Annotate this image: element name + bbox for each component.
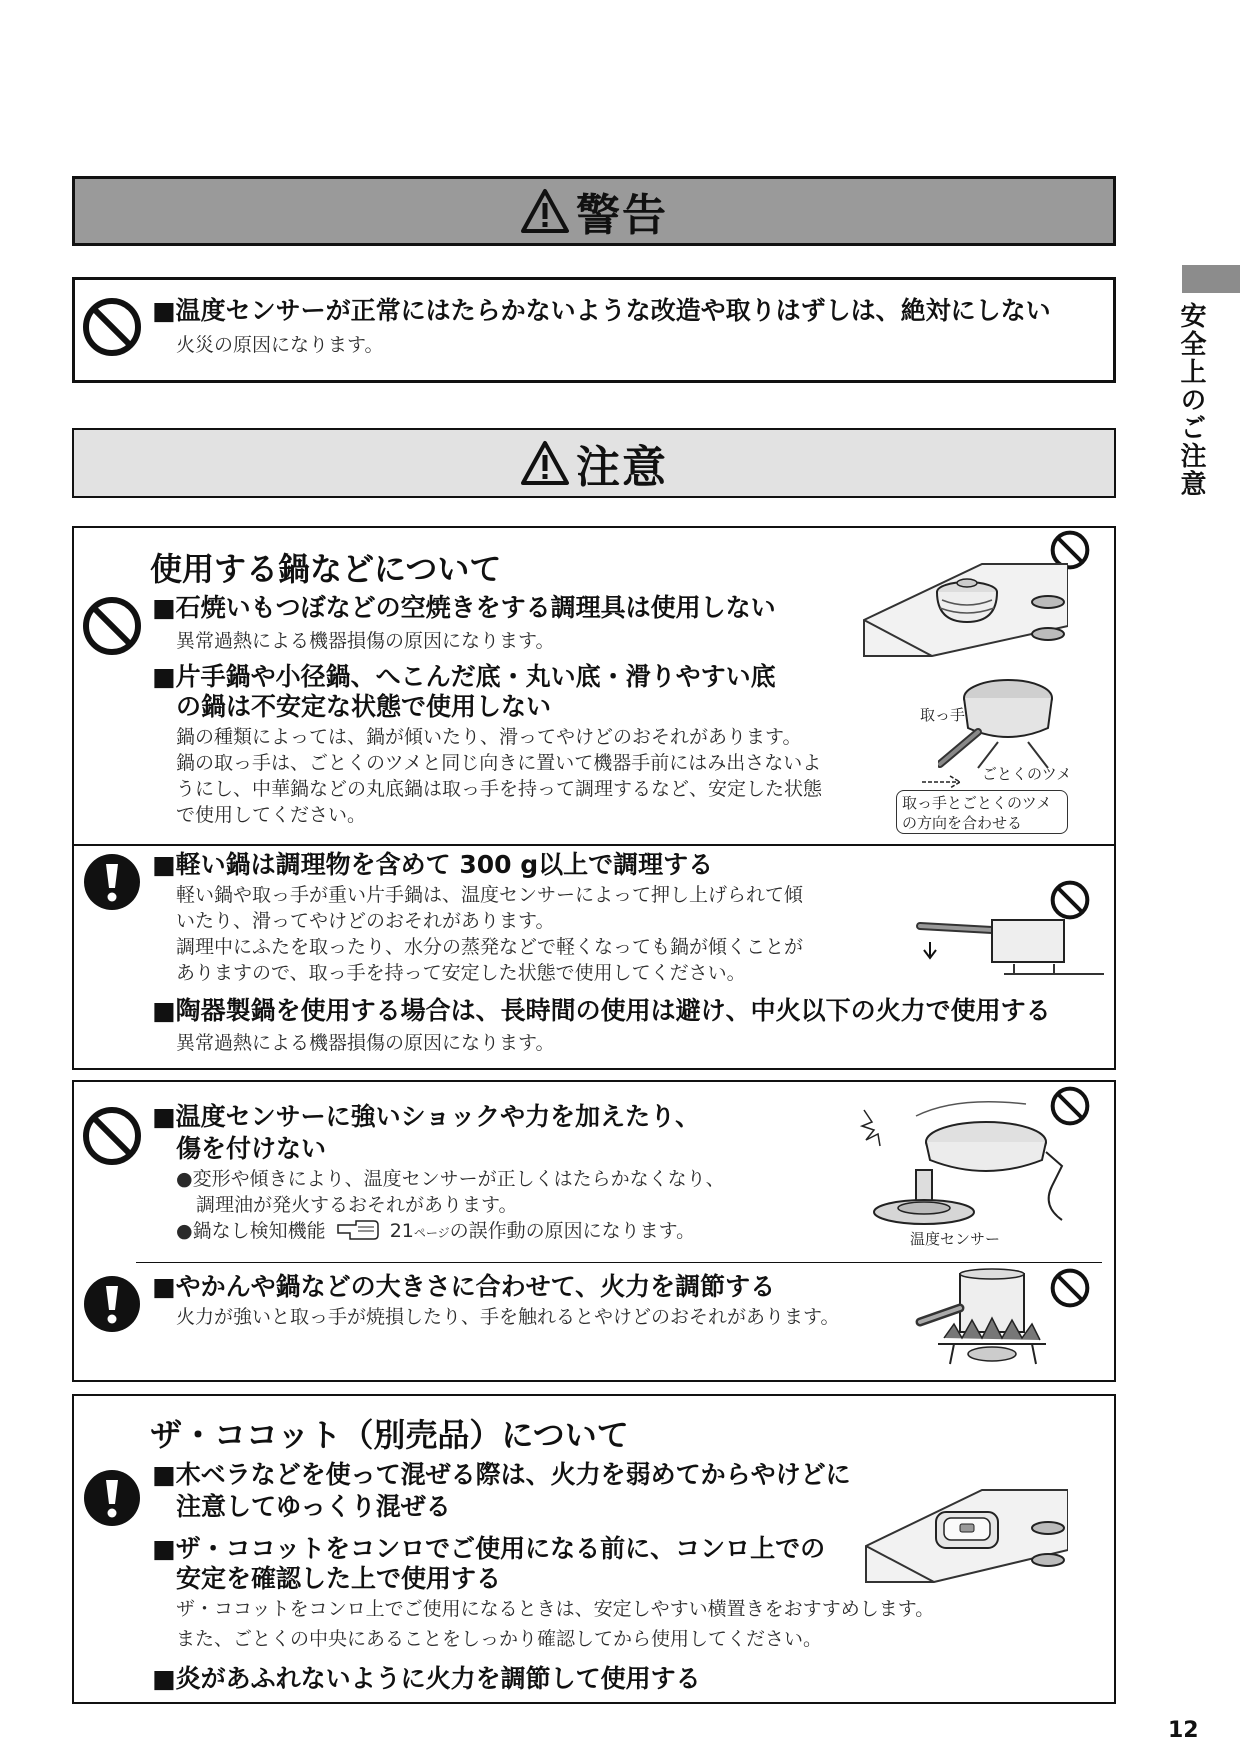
item-text: 鍋の種類によっては、鍋が傾いたり、滑ってやけどのおそれがあります。 [176, 726, 802, 748]
bullet-text [176, 1218, 695, 1247]
pan-hitting-sensor-illustration [856, 1096, 1066, 1236]
prohibition-icon [82, 596, 142, 656]
figure-label: 温度センサー [910, 1230, 1001, 1248]
item-text: ありますので、取っ手を持って安定した状態で使用してください。 [176, 962, 746, 984]
warning-item-text: 火災の原因になります。 [176, 334, 384, 356]
section-title: ザ・ココット（別売品）について [150, 1416, 629, 1454]
item-text: 軽い鍋や取っ手が重い片手鍋は、温度センサーによって押し上げられて傾 [176, 884, 804, 906]
warning-triangle-icon [520, 188, 570, 234]
warning-item-heading: ■温度センサーが正常にはたらかないような改造や取りはずしは、絶対にしない [152, 296, 1051, 325]
side-tab-label: 安全上のご注意 [1176, 302, 1206, 498]
stove-cocotte-illustration [864, 1484, 1068, 1588]
bullet-text: 調理油が発火するおそれがあります。 [196, 1194, 518, 1216]
page-number: 12 [1168, 1718, 1199, 1743]
mandatory-action-icon [82, 1274, 142, 1334]
prohibition-icon [82, 297, 142, 357]
side-tab-marker [1182, 265, 1240, 293]
page-unit: ページ [413, 1226, 450, 1240]
direction-arrows-icon [920, 770, 990, 790]
item-heading: ■やかんや鍋などの大きさに合わせて、火力を調節する [152, 1272, 776, 1301]
figure-note-text: の方向を合わせる [902, 814, 1023, 832]
caution-triangle-icon [520, 440, 570, 486]
item-text: うにし、中華鍋などの丸底鍋は取っ手を持って調理するなど、安定した状態 [176, 778, 823, 800]
stove-stone-pot-illustration [862, 556, 1068, 664]
item-text: 鍋の取っ手は、ごとくのツメと同じ向きに置いて機器手前にはみ出さないよ [176, 752, 822, 774]
item-text: ザ・ココットをコンロ上でご使用になるときは、安定しやすい横置きをおすすめします。 [176, 1598, 935, 1620]
mandatory-action-icon [82, 852, 142, 912]
prohibition-icon [1050, 1268, 1090, 1308]
mandatory-action-icon [82, 1468, 142, 1528]
caution-banner-label: 注意 [576, 442, 668, 493]
item-heading: 安定を確認した上で使用する [176, 1564, 502, 1593]
prohibition-icon [1050, 880, 1090, 920]
section-title: 使用する鍋などについて [150, 550, 502, 588]
item-text: いたり、滑ってやけどのおそれがあります。 [176, 910, 555, 932]
item-heading: ■木ベラなどを使って混ぜる際は、火力を弱めてからやけどに [152, 1460, 851, 1489]
item-heading: ■軽い鍋は調理物を含めて 300 g以上で調理する [152, 850, 714, 879]
warning-item-box [72, 277, 1116, 383]
figure-label: 取っ手 [920, 706, 966, 724]
item-heading: ■炎があふれないように火力を調節して使用する [152, 1664, 701, 1693]
item-heading: ■石焼いもつぼなどの空焼きをする調理具は使用しない [152, 593, 776, 622]
pot-flames-illustration [914, 1268, 1050, 1372]
bullet-suffix: の誤作動の原因になります。 [449, 1220, 696, 1242]
item-heading: 傷を付けない [176, 1134, 327, 1163]
item-heading: の鍋は不安定な状態で使用しない [176, 692, 552, 721]
warning-banner [72, 176, 1116, 246]
item-heading: ■片手鍋や小径鍋、へこんだ底・丸い底・滑りやすい底 [152, 662, 776, 691]
item-text: で使用してください。 [176, 804, 367, 826]
item-heading: 注意してゆっくり混ぜる [176, 1492, 451, 1521]
item-heading: ■ザ・ココットをコンロでご使用になる前に、コンロ上での [152, 1534, 826, 1563]
bullet-text: ●変形や傾きにより、温度センサーが正しくはたらかなくなり、 [176, 1168, 725, 1190]
bullet-prefix: ●鍋なし検知機能 [176, 1220, 326, 1242]
item-text: また、ごとくの中央にあることをしっかり確認してから使用してください。 [176, 1628, 823, 1650]
item-heading: ■温度センサーに強いショックや力を加えたり、 [152, 1102, 701, 1131]
item-text: 異常過熱による機器損傷の原因になります。 [176, 1032, 555, 1054]
item-text: 火力が強いと取っ手が焼損したり、手を触れるとやけどのおそれがあります。 [176, 1306, 840, 1328]
tilting-pan-illustration [914, 916, 1104, 986]
section-divider [136, 1262, 1102, 1263]
pointing-hand-icon [336, 1219, 380, 1241]
item-heading: ■陶器製鍋を使用する場合は、長時間の使用は避け、中火以下の火力で使用する [152, 996, 1051, 1025]
page-reference[interactable]: 21 [389, 1220, 414, 1242]
caution-banner [72, 428, 1116, 498]
prohibition-icon [82, 1106, 142, 1166]
section-divider [72, 844, 1116, 846]
item-text: 異常過熱による機器損傷の原因になります。 [176, 630, 555, 652]
figure-note-text: 取っ手とごとくのツメ [902, 794, 1052, 812]
warning-banner-label: 警告 [576, 190, 668, 241]
item-text: 調理中にふたを取ったり、水分の蒸発などで軽くなっても鍋が傾くことが [176, 936, 804, 958]
figure-label: ごとくのツメ [982, 765, 1072, 783]
